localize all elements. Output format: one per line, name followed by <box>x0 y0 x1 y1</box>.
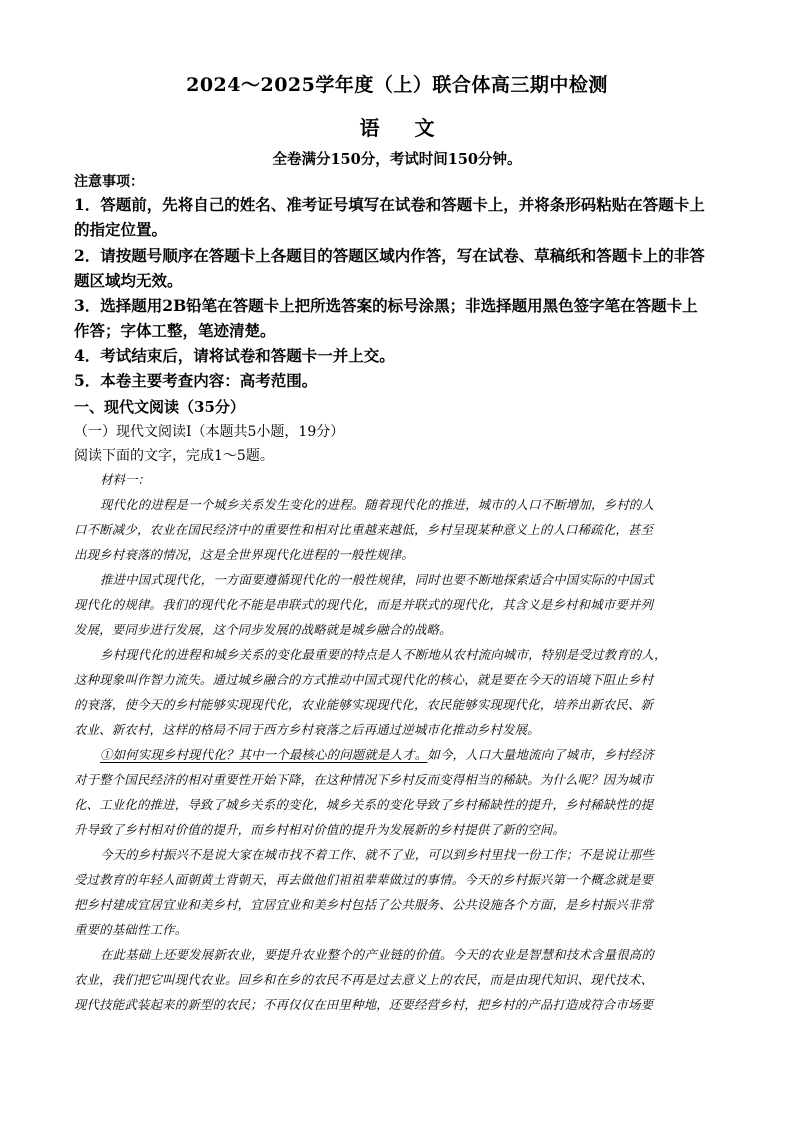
notice-line: 作答；字体工整，笔迹清楚。 <box>74 321 276 340</box>
notice-line: 的指定位置。 <box>74 220 168 239</box>
passage-line: 出现乡村衰落的情况，这是全世界现代化进程的一般性规律。 <box>74 547 414 562</box>
material-label: 材料一： <box>100 472 151 487</box>
underlined-sentence-1: ①如何实现乡村现代化？其中一个最核心的问题就是人才。 <box>100 747 428 762</box>
passage-line: 对于整个国民经济的相对重要性开始下降，在这种情况下乡村反而变得相当的稀缺。为什么呢？因为城市 <box>74 772 654 787</box>
exam-title: 2024～2025学年度（上）联合体高三期中检测 <box>186 74 608 96</box>
subject-title: 语 文 <box>359 116 449 140</box>
section-heading: 一、现代文阅读（35分） <box>74 398 245 416</box>
passage-line: 这种现象叫作智力流失。通过城乡融合的方式推动中国式现代化的核心，就是要在今天的语境下阻止乡村 <box>74 672 654 687</box>
notice-heading: 注意事项： <box>74 174 144 190</box>
passage-line: 农业，我们把它叫现代农业。回乡和在乡的农民不再是过去意义上的农民，而是由现代知识、现代技术、 <box>74 972 654 987</box>
passage-line: 推进中国式现代化，一方面要遵循现代化的一般性规律，同时也要不断地探索适合中国实际的中国式 <box>100 572 654 587</box>
passage-line: 现代化的进程是一个城乡关系发生变化的进程。随着现代化的推进，城市的人口不断增加，乡村的人 <box>100 497 654 512</box>
passage-line: 现代化的规律。我们的现代化不能是串联式的现代化，而是并联式的现代化，其含义是乡村和城市要并列 <box>74 597 654 612</box>
passage-line-marked <box>100 746 718 764</box>
section-subheading: （一）现代文阅读Ⅰ（本题共5小题，19分） <box>74 424 345 440</box>
passage-line: 口不断减少，农业在国民经济中的重要性和相对比重越来越低，乡村呈现某种意义上的人口稀疏化，甚至 <box>74 522 654 537</box>
passage-line: 的衰落，使今天的乡村能够实现现代化，农业能够实现现代化，农民能够实现现代化，培养出新农民、新 <box>74 697 654 712</box>
notice-line: 5．本卷主要考查内容：高考范围。 <box>74 371 318 390</box>
notice-line: 2．请按题号顺序在答题卡上各题目的答题区域内作答，写在试卷、草稿纸和答题卡上的非答 <box>74 246 705 265</box>
notice-line: 题区域均无效。 <box>74 271 183 290</box>
notice-line: 3．选择题用2B铅笔在答题卡上把所选答案的标号涂黑；非选择题用黑色签字笔在答题卡上 <box>74 296 698 315</box>
passage-line: 现代技能武装起来的新型的农民；不再仅仅在田里种地，还要经营乡村，把乡村的产品打造成符合市场要 <box>74 997 654 1012</box>
notice-line: 1．答题前，先将自己的姓名、准考证号填写在试卷和答题卡上，并将条形码粘贴在答题卡上 <box>74 195 705 214</box>
passage-line: 发展，要同步进行发展，这个同步发展的战略就是城乡融合的战略。 <box>74 622 452 637</box>
passage-line: 重要的基础性工作。 <box>74 922 188 937</box>
score-info: 全卷满分150分，考试时间150分钟。 <box>272 151 522 168</box>
reading-instruction: 阅读下面的文字，完成1～5题。 <box>74 448 274 464</box>
passage-line: 化、工业化的推进，导致了城乡关系的变化，城乡关系的变化导致了乡村稀缺性的提升，乡村稀缺性的提 <box>74 797 654 812</box>
passage-line: 今天的乡村振兴不是说大家在城市找不着工作、就不了业，可以到乡村里找一份工作；不是说让那些 <box>100 847 654 862</box>
notice-line: 4．考试结束后，请将试卷和答题卡一并上交。 <box>74 346 395 365</box>
passage-line: 受过教育的年轻人面朝黄土背朝天，再去做他们祖祖辈辈做过的事情。今天的乡村振兴第一个概念就是要 <box>74 872 654 887</box>
passage-line: 农业、新农村，这样的格局不同于西方乡村衰落之后再通过逆城市化推动乡村发展。 <box>74 722 540 737</box>
passage-line: 把乡村建成宜居宜业和美乡村，宜居宜业和美乡村包括了公共服务、公共设施各个方面，是乡村振兴非常 <box>74 897 654 912</box>
passage-line: 乡村现代化的进程和城乡关系的变化最重要的特点是人不断地从农村流向城市，特别是受过教育的人， <box>100 647 667 662</box>
passage-text: 如今，人口大量地流向了城市，乡村经济 <box>427 747 654 762</box>
passage-line: 在此基础上还要发展新农业，要提升农业整个的产业链的价值。今天的农业是智慧和技术含量很高的 <box>100 947 654 962</box>
passage-line: 升导致了乡村相对价值的提升，而乡村相对价值的提升为发展新的乡村提供了新的空间。 <box>74 822 566 837</box>
